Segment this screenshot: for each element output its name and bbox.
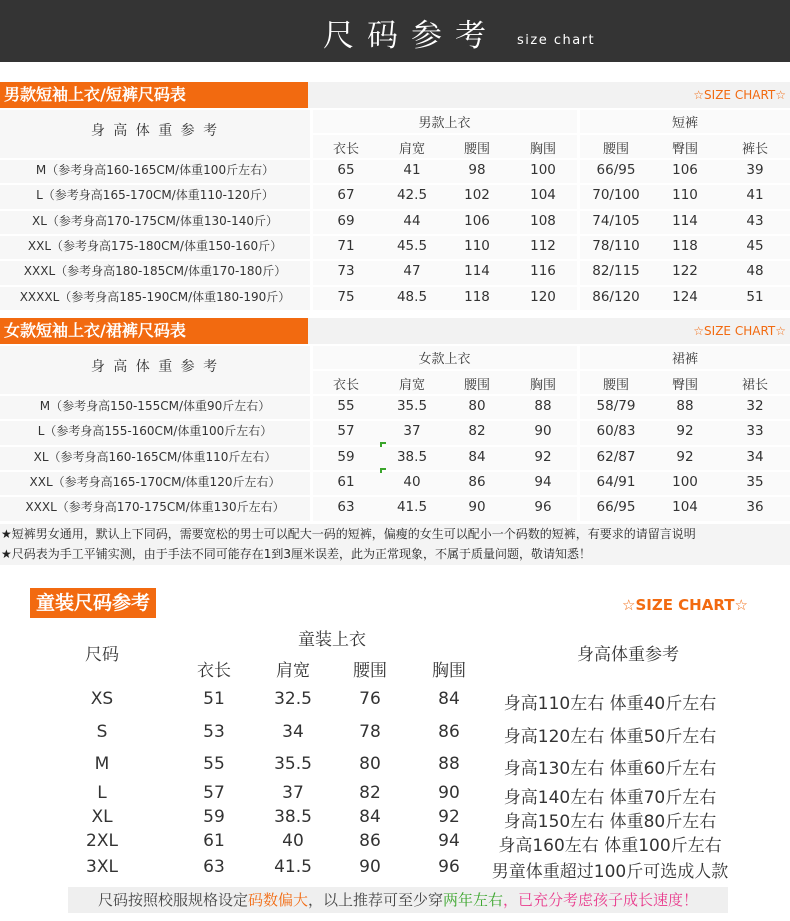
ref-label: 身 高 体 重 参 考: [90, 123, 220, 139]
kids-ref-cell: 身高110左右 体重40斤左右: [503, 694, 717, 714]
table-cell: 112: [530, 237, 556, 254]
kids-ref-cell: 男童体重超过100斤可选成人款: [491, 862, 729, 882]
table-cell: 42.5: [396, 187, 428, 204]
table-row-ref: XXL（参考身高175-180CM/体重150-160斤）: [27, 238, 283, 253]
kids-table-cell: 86: [359, 831, 381, 851]
kids-ref-cell: 身高130左右 体重60斤左右: [503, 759, 717, 779]
header-divider: [312, 133, 790, 135]
table-cell: 39: [746, 162, 764, 178]
note-line: ★短裤男女通用，默认上下同码，需要宽松的男士可以配大一码的短裤，偏瘦的女生可以配小一个码数的短裤，有要求的请留言说明: [1, 527, 696, 541]
footer-text: ，以上推荐可至少穿: [307, 891, 443, 909]
column-header: 臀围: [671, 142, 698, 157]
table-cell: 35.5: [396, 398, 428, 414]
table-row-ref: L（参考身高165-170CM/体重110-120斤）: [36, 188, 274, 203]
kids-table-cell: 80: [359, 754, 381, 774]
men-size-section: [0, 82, 790, 312]
table-cell: 120: [530, 288, 556, 305]
table-cell: 48: [746, 263, 764, 280]
kids-table-cell: 92: [438, 807, 460, 827]
women-section-header: [0, 318, 790, 344]
kids-ref-header: 身高体重参考: [577, 645, 679, 665]
table-cell: 65: [337, 162, 355, 178]
table-cell: 92: [676, 423, 694, 440]
kids-section-title: 童装尺码参考: [30, 588, 156, 618]
table-cell: 32: [746, 398, 764, 414]
table-cell: 94: [534, 473, 552, 490]
column-header: 裙长: [741, 378, 768, 393]
kids-table-cell: 61: [203, 831, 225, 851]
table-cell: 38.5: [396, 448, 428, 465]
table-cell: 41: [746, 187, 764, 204]
table-cell: 67: [337, 187, 355, 204]
banner-subtitle: size chart: [517, 33, 596, 48]
kids-table-cell: 37: [282, 783, 304, 803]
table-cell: 110: [464, 237, 490, 254]
table-cell: 34: [746, 448, 764, 465]
table-cell: 100: [530, 162, 556, 178]
men-size-chart-label: ☆SIZE CHART☆: [693, 88, 786, 102]
banner: [0, 0, 790, 62]
table-row-ref: XXXXL（参考身高185-190CM/体重180-190斤）: [19, 289, 291, 304]
top-group-header: 女款上衣: [418, 352, 471, 367]
table-cell: 43: [746, 212, 764, 229]
kids-table-cell: 94: [438, 831, 460, 851]
table-cell: 33: [746, 423, 764, 440]
table-cell: 36: [746, 499, 764, 516]
kids-column-header: 肩宽: [276, 661, 310, 681]
table-cell: 64/91: [596, 473, 636, 490]
table-cell: 61: [337, 473, 355, 490]
table-cell: 71: [337, 237, 355, 254]
kids-ref-cell: 身高120左右 体重50斤左右: [503, 727, 717, 747]
column-header: 胸围: [529, 378, 556, 393]
kids-table-cell: 40: [282, 831, 304, 851]
table-cell: 66/95: [596, 499, 636, 516]
table-cell: 51: [746, 288, 764, 305]
table-cell: 63: [337, 499, 355, 516]
table-cell: 45.5: [396, 237, 428, 254]
column-header: 肩宽: [398, 378, 425, 393]
table-cell: 60/83: [596, 423, 636, 440]
column-header: 胸围: [529, 142, 556, 157]
kids-top-group-header: 童装上衣: [298, 630, 366, 650]
column-header: 肩宽: [398, 142, 425, 157]
green-mark-icon: [380, 442, 386, 447]
green-mark-icon: [380, 468, 386, 473]
kids-table-cell: 90: [359, 857, 381, 877]
table-cell: 45: [746, 237, 764, 254]
table-cell: 57: [337, 423, 355, 440]
kids-size-cell: 2XL: [86, 831, 118, 851]
table-cell: 80: [468, 398, 486, 414]
kids-size-cell: XL: [91, 807, 113, 827]
table-cell: 55: [337, 398, 355, 414]
kids-table-cell: 35.5: [274, 754, 312, 774]
table-cell: 62/87: [596, 448, 636, 465]
table-cell: 58/79: [596, 398, 636, 414]
table-cell: 41: [403, 162, 421, 178]
kids-column-header: 腰围: [353, 661, 387, 681]
kids-table-cell: 88: [438, 754, 460, 774]
kids-table-cell: 84: [359, 807, 381, 827]
table-cell: 59: [337, 448, 355, 465]
table-row-ref: L（参考身高155-160CM/体重100斤左右）: [37, 424, 273, 439]
table-cell: 124: [672, 288, 698, 305]
table-cell: 118: [672, 237, 698, 254]
kids-ref-cell: 身高160左右 体重100斤左右: [498, 836, 722, 856]
table-cell: 47: [403, 263, 421, 280]
table-cell: 88: [676, 398, 694, 414]
kids-size-cell: S: [96, 722, 108, 742]
table-cell: 122: [672, 263, 698, 280]
table-cell: 90: [534, 423, 552, 440]
table-cell: 66/95: [596, 162, 636, 178]
table-cell: 106: [672, 162, 698, 178]
size-notes: [0, 524, 790, 565]
table-row-ref: XXXL（参考身高180-185CM/体重170-180斤）: [23, 264, 287, 279]
table-cell: 73: [337, 263, 355, 280]
footer-highlight: ，已充分考虑孩子成长速度！: [503, 891, 699, 909]
table-cell: 108: [530, 212, 556, 229]
table-cell: 118: [464, 288, 490, 305]
table-cell: 37: [403, 423, 421, 440]
men-section-header: [0, 82, 790, 108]
table-row-ref: XL（参考身高170-175CM/体重130-140斤）: [32, 213, 278, 228]
top-group-header: 男款上衣: [418, 116, 471, 131]
kids-column-header: 衣长: [197, 661, 231, 681]
kids-table-cell: 96: [438, 857, 460, 877]
table-cell: 74/105: [592, 212, 640, 229]
table-cell: 44: [403, 212, 421, 229]
column-header: 腰围: [463, 142, 490, 157]
table-cell: 35: [746, 473, 764, 490]
kids-table-cell: 59: [203, 807, 225, 827]
kids-table-cell: 57: [203, 783, 225, 803]
table-cell: 104: [530, 187, 556, 204]
table-cell: 116: [530, 263, 556, 280]
table-cell: 41.5: [396, 499, 428, 516]
kids-table-cell: 86: [438, 722, 460, 742]
footer-highlight: 码数偏大: [247, 891, 308, 909]
kids-table-cell: 90: [438, 783, 460, 803]
kids-ref-cell: 身高150左右 体重80斤左右: [503, 812, 717, 832]
kids-column-header: 胸围: [432, 661, 466, 681]
table-cell: 114: [672, 212, 698, 229]
table-cell: 96: [534, 499, 552, 516]
kids-table-cell: 34: [282, 722, 304, 742]
table-cell: 82: [468, 423, 486, 440]
header-divider: [312, 369, 790, 371]
kids-table-cell: 63: [203, 857, 225, 877]
table-cell: 98: [468, 162, 486, 178]
table-cell: 82/115: [592, 263, 640, 280]
table-row-ref: M（参考身高150-155CM/体重90斤左右）: [39, 399, 271, 413]
kids-table-cell: 76: [359, 689, 381, 709]
kids-size-cell: XS: [90, 689, 114, 709]
table-cell: 86/120: [592, 288, 640, 305]
women-size-chart-label: ☆SIZE CHART☆: [693, 324, 786, 338]
footer-text: 尺码按照校服规格设定: [97, 891, 248, 909]
table-cell: 88: [534, 398, 552, 414]
table-row-ref: XL（参考身高160-165CM/体重110斤左右）: [33, 449, 277, 464]
bottom-group-header: 短裤: [671, 116, 698, 131]
women-size-section: [0, 318, 790, 522]
kids-size-chart-label: ☆SIZE CHART☆: [622, 596, 748, 614]
kids-size-cell: M: [94, 754, 110, 774]
table-cell: 84: [468, 448, 486, 465]
table-row-ref: XXXL（参考身高170-175CM/体重130斤左右）: [25, 500, 285, 515]
table-cell: 92: [534, 448, 552, 465]
table-cell: 114: [464, 263, 490, 280]
column-header: 腰围: [602, 378, 629, 393]
table-cell: 86: [468, 473, 486, 490]
women-section-title: 女款短袖上衣/裙裤尺码表: [0, 318, 308, 344]
table-cell: 106: [464, 212, 490, 229]
column-header: 衣长: [332, 142, 359, 157]
column-header: 裤长: [741, 142, 768, 157]
table-row-ref: M（参考身高160-165CM/体重100斤左右）: [35, 163, 275, 177]
table-cell: 102: [464, 187, 490, 204]
kids-table-cell: 38.5: [274, 807, 312, 827]
kids-size-cell: L: [97, 783, 107, 803]
table-cell: 100: [672, 473, 698, 490]
table-cell: 40: [403, 473, 421, 490]
table-row-ref: XXL（参考身高165-170CM/体重120斤左右）: [29, 474, 281, 489]
kids-table-cell: 51: [203, 689, 225, 709]
kids-table-cell: 53: [203, 722, 225, 742]
kids-table-cell: 32.5: [274, 689, 312, 709]
kids-ref-cell: 身高140左右 体重70斤左右: [503, 788, 717, 808]
ref-label: 身 高 体 重 参 考: [90, 359, 220, 375]
kids-size-header: 尺码: [85, 645, 119, 665]
table-cell: 92: [676, 448, 694, 465]
kids-table-cell: 55: [203, 754, 225, 774]
table-cell: 90: [468, 499, 486, 516]
kids-footer-note: [68, 887, 728, 913]
table-cell: 104: [672, 499, 698, 516]
men-section-title: 男款短袖上衣/短裤尺码表: [0, 82, 308, 108]
kids-table-cell: 82: [359, 783, 381, 803]
table-cell: 110: [672, 187, 698, 204]
table-cell: 78/110: [592, 237, 640, 254]
note-line: ★尺码表为手工平铺实测，由于手法不同可能存在1到3厘米误差，此为正常现象，不属于质量问题，敬请知悉！: [1, 547, 592, 561]
column-header: 臀围: [671, 378, 698, 393]
column-header: 腰围: [602, 142, 629, 157]
kids-size-cell: 3XL: [86, 857, 118, 877]
kids-table-cell: 41.5: [274, 857, 312, 877]
column-header: 衣长: [332, 378, 359, 393]
table-cell: 69: [337, 212, 355, 229]
bottom-group-header: 裙裤: [671, 352, 698, 367]
banner-title: 尺码参考: [323, 18, 499, 54]
table-cell: 48.5: [396, 288, 428, 305]
kids-table-cell: 84: [438, 689, 460, 709]
table-cell: 75: [337, 288, 355, 305]
column-header: 腰围: [463, 378, 490, 393]
footer-highlight: 两年左右: [443, 891, 504, 909]
kids-table-cell: 78: [359, 722, 381, 742]
table-cell: 70/100: [592, 187, 640, 204]
